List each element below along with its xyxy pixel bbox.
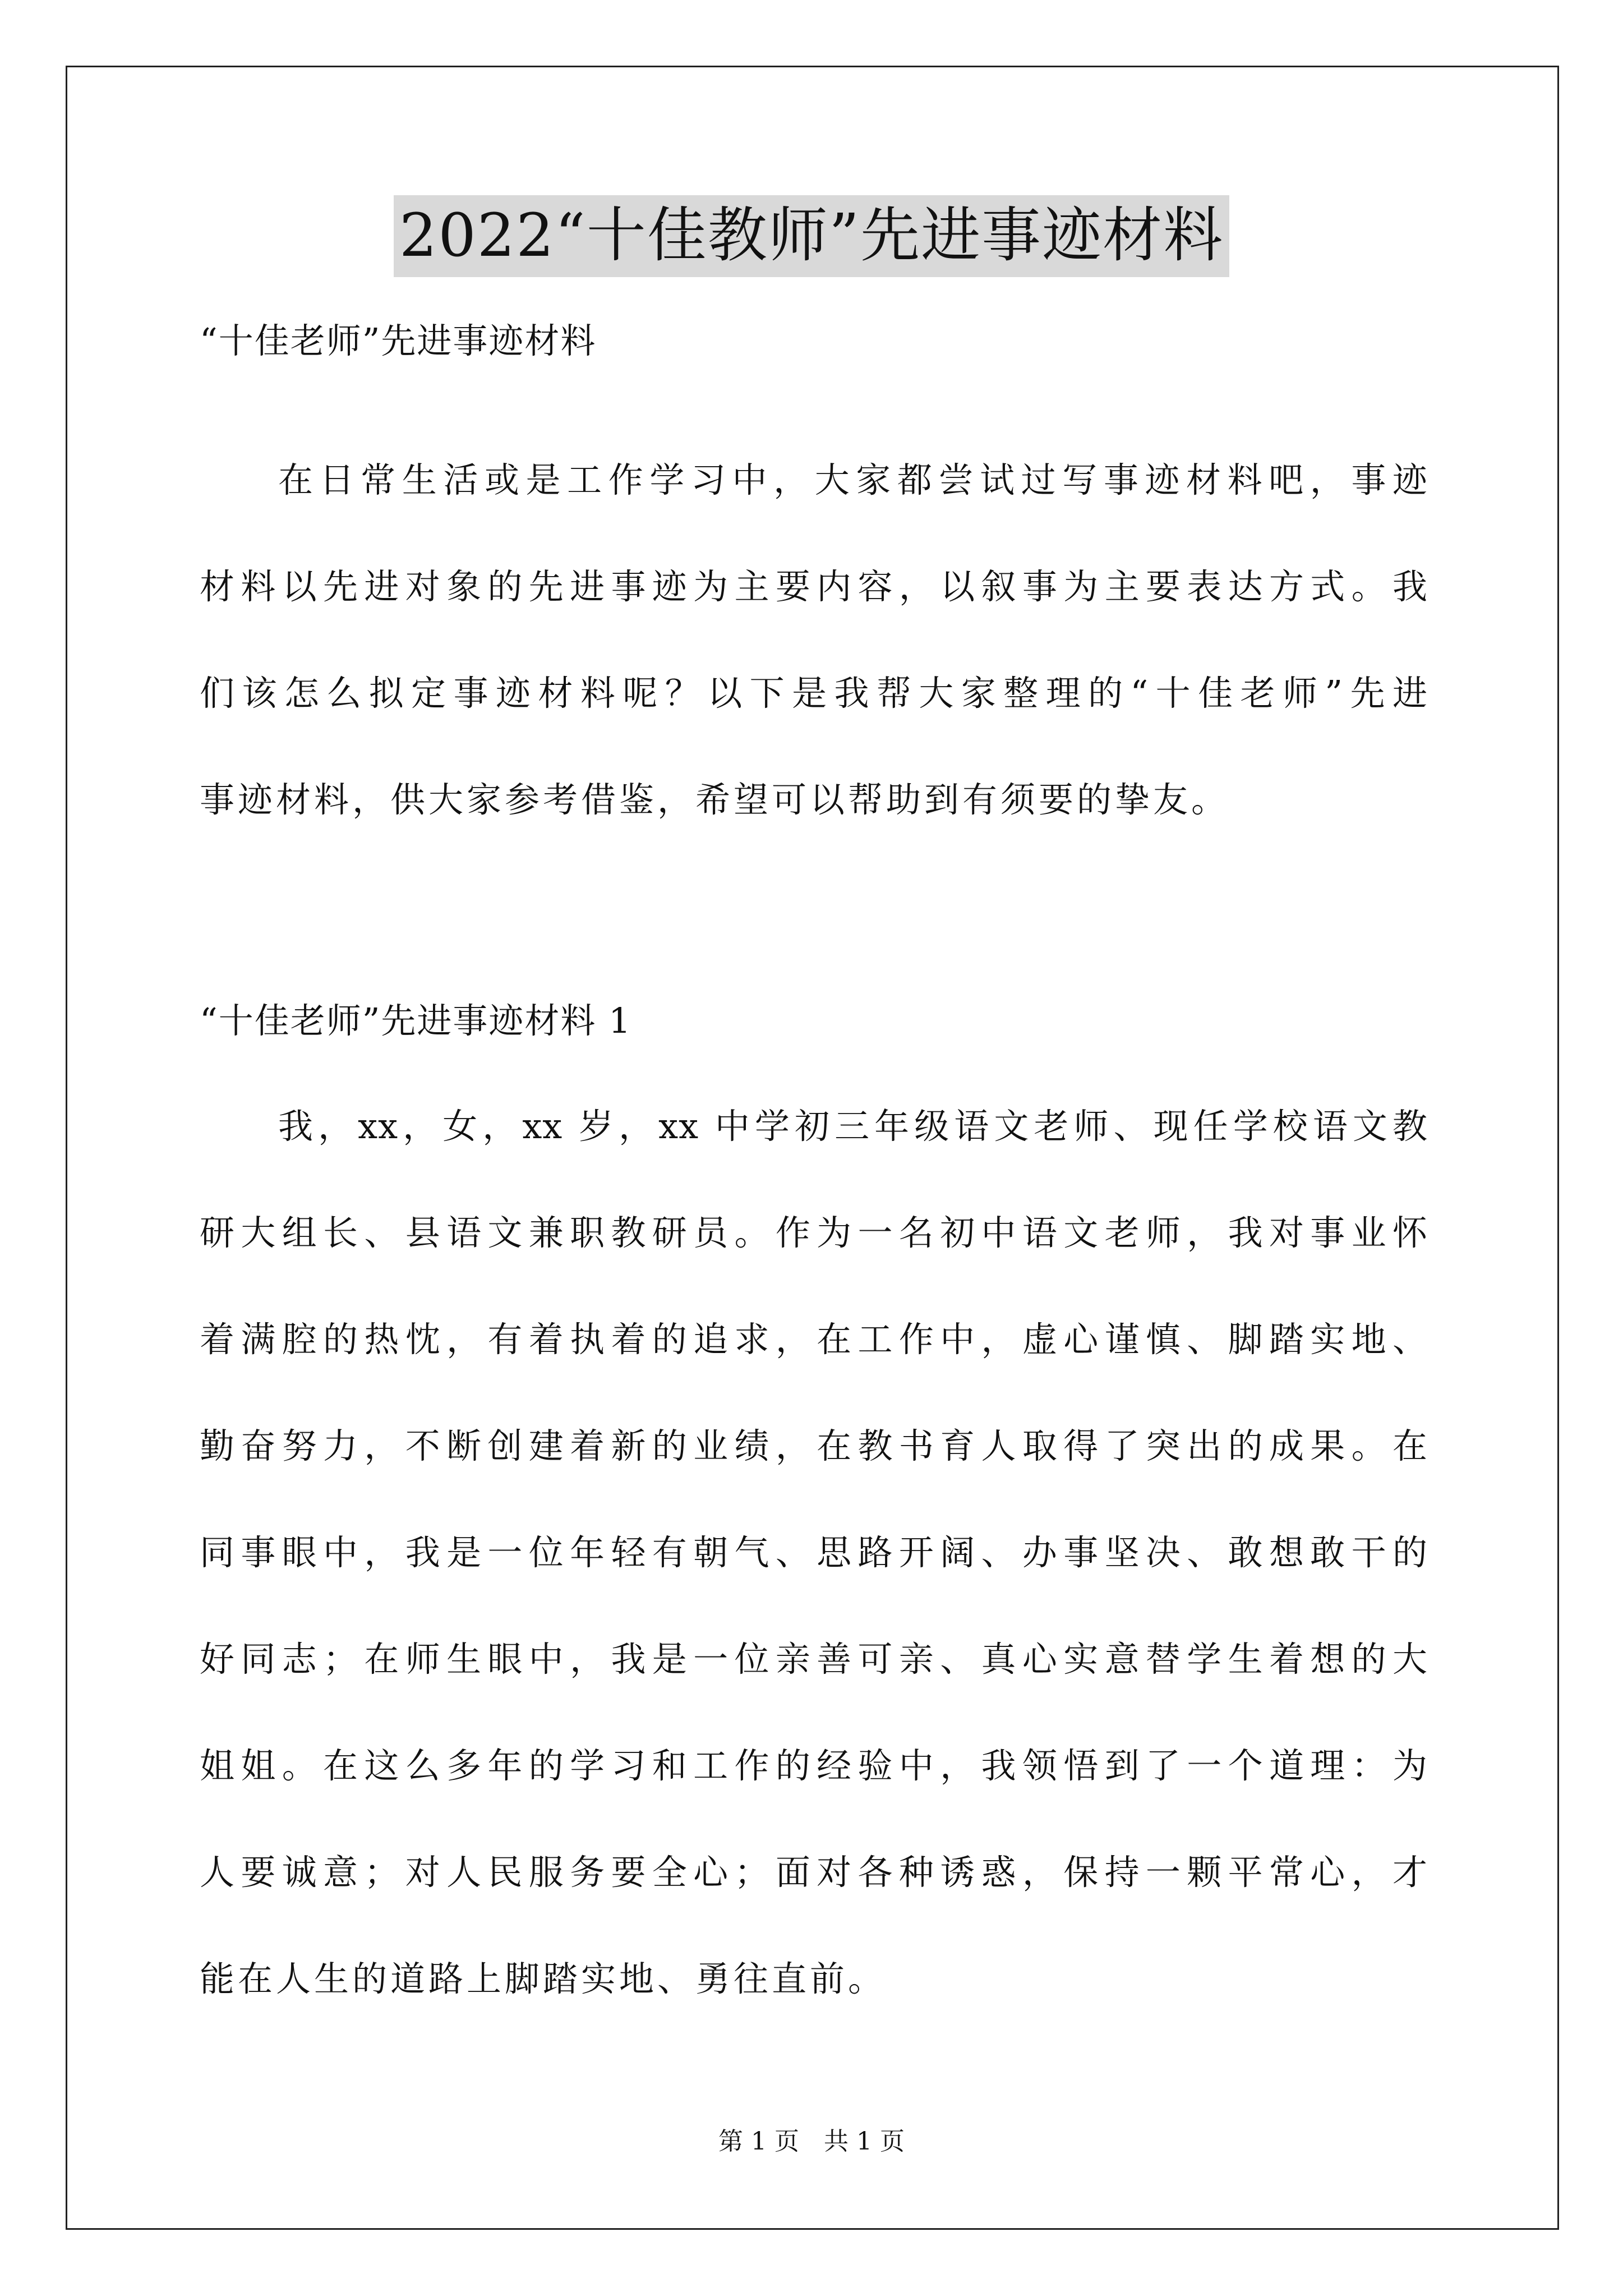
paragraph-line: 在日常生活或是工作学习中，大家都尝试过写事迹材料吧，事迹 [278,459,1428,500]
paragraph-line: 着满腔的热忱，有着执着的追求，在工作中，虚心谨慎、脚踏实地、 [200,1319,1428,1360]
subtitle: “十佳老师”先进事迹材料 [200,320,597,361]
section-heading: “十佳老师”先进事迹材料 1 [200,1000,632,1041]
paragraph-line: 事迹材料，供大家参考借鉴，希望可以帮助到有须要的挚友。 [200,779,1230,820]
paragraph-line: 人要诚意；对人民服务要全心；面对各种诱惑，保持一颗平常心，才 [200,1852,1428,1893]
paragraph-line: 我，xx，女，xx 岁，xx 中学初三年级语文老师、现任学校语文教 [278,1106,1428,1147]
paragraph-line: 姐姐。在这么多年的学习和工作的经验中，我领悟到了一个道理：为 [200,1745,1428,1786]
paragraph-line: 材料以先进对象的先进事迹为主要内容，以叙事为主要表达方式。我 [200,566,1428,607]
intro-paragraph [200,453,1428,880]
paragraph-line: 研大组长、县语文兼职教研员。作为一名初中语文老师，我对事业怀 [200,1212,1428,1253]
paragraph-line: 好同志；在师生眼中，我是一位亲善可亲、真心实意替学生着想的大 [200,1639,1428,1680]
paragraph-line: 们该怎么拟定事迹材料呢？以下是我帮大家整理的“十佳老师”先进 [200,673,1428,714]
document-title: 2022“十佳教师”先进事迹材料 [394,195,1229,277]
section1-paragraph [200,1099,1428,2059]
paragraph-line: 能在人生的道路上脚踏实地、勇往直前。 [200,1958,887,1999]
paragraph-line: 勤奋努力，不断创建着新的业绩，在教书育人取得了突出的成果。在 [200,1425,1428,1466]
page-footer: 第 1 页 共 1 页 [718,2127,905,2156]
title-container [0,195,1623,277]
paragraph-line: 同事眼中，我是一位年轻有朝气、思路开阔、办事坚决、敢想敢干的 [200,1532,1428,1573]
